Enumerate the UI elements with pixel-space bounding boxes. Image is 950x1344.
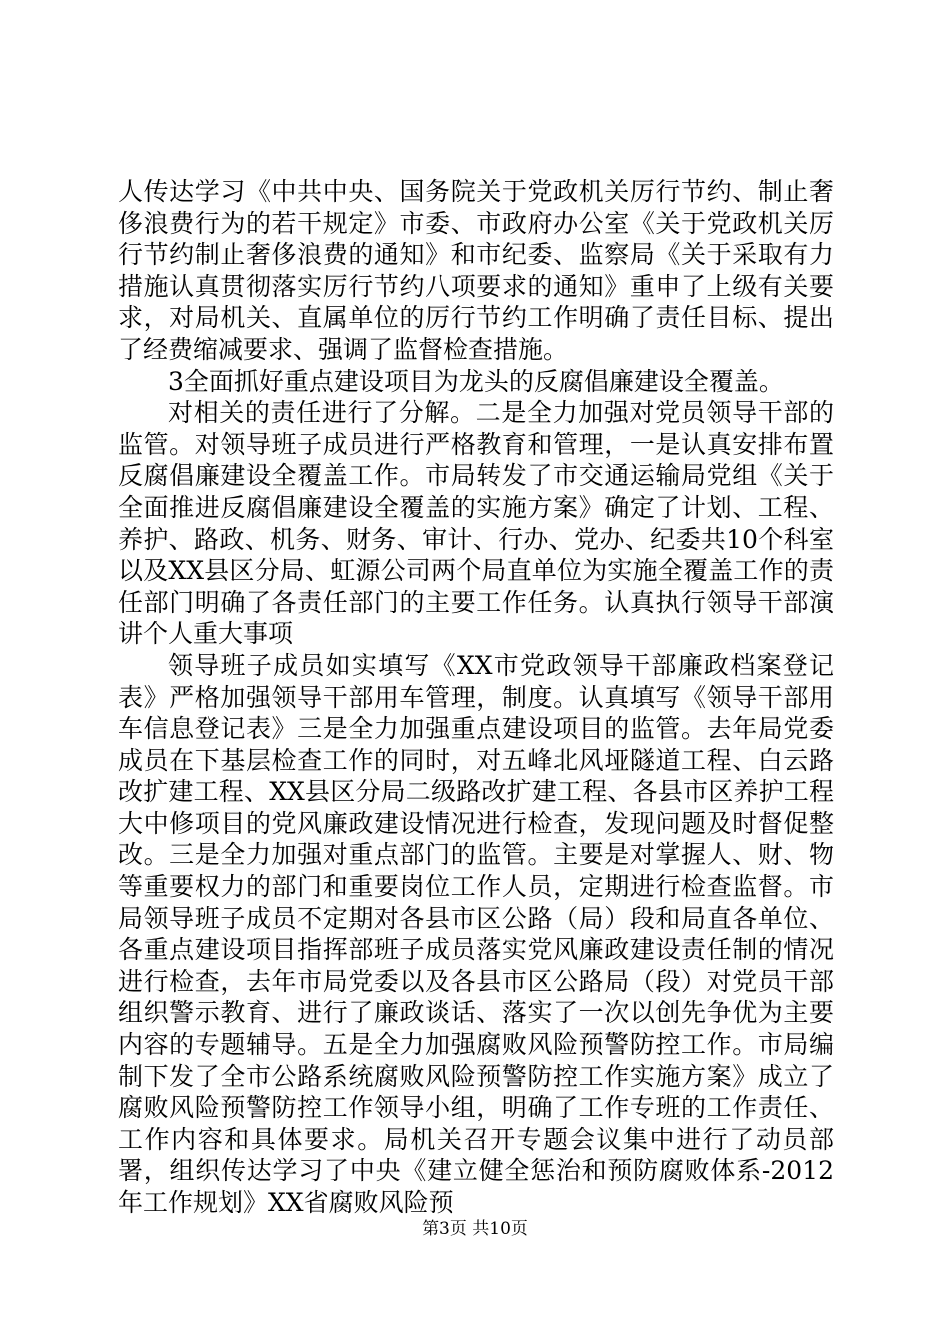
paragraph-1: 人传达学习《中共中央、国务院关于党政机关厉行节约、制止奢侈浪费行为的若干规定》市委、市政府办公室《关于党政机关厉行节约制止奢侈浪费的通知》和市纪委、监察局《关于采取有力措施认真贯彻落实厉行节约八项要求的通知》重申了上级有关要求，对局机关、直属单位的厉行节约工作明确了责任目标、提出了经费缩减要求、强调了监督检查措施。 bbox=[118, 177, 834, 364]
paragraph-2: 3全面抓好重点建设项目为龙头的反腐倡廉建设全覆盖。 bbox=[168, 366, 784, 396]
document-body bbox=[118, 176, 834, 1219]
paragraph-3: 对相关的责任进行了分解。二是全力加强对党员领导干部的监管。对领导班子成员进行严格教育和管理，一是认真安排布置反腐倡廉建设全覆盖工作。市局转发了市交通运输局党组《关于全面推进反腐倡廉建设全覆盖的实施方案》确定了计划、工程、养护、路政、机务、财务、审计、行办、党办、纪委共10个科室以及XX县区分局、虹源公司两个局直单位为实施全覆盖工作的责任部门明确了各责任部门的主要工作任务。认真执行领导干部演讲个人重大事项 bbox=[118, 398, 834, 649]
paragraph-4: 领导班子成员如实填写《XX市党政领导干部廉政档案登记表》严格加强领导干部用车管理，制度。认真填写《领导干部用车信息登记表》三是全力加强重点建设项目的监管。去年局党委成员在下基层检查工作的同时，对五峰北风垭隧道工程、白云路改扩建工程、XX县区分局二级路改扩建工程、各县市区养护工程大中修项目的党风廉政建设情况进行检查，发现问题及时督促整改。三是全力加强对重点部门的监管。主要是对掌握人、财、物等重要权力的部门和重要岗位工作人员，定期进行检查监督。市局领导班子成员不定期对各县市区公路（局）段和局直各单位、各重点建设项目指挥部班子成员落实党风廉政建设责任制的情况进行检查，去年市局党委以及各县市区公路局（段）对党员干部组织警示教育、进行了廉政谈话、落实了一次以创先争优为主要内容的专题辅导。五是全力加强腐败风险预警防控工作。市局编制下发了全市公路系统腐败风险预警防控工作实施方案》成立了腐败风险预警防控工作领导小组，明确了工作专班的工作责任、工作内容和具体要求。局机关召开专题会议集中进行了动员部署，组织传达学习了中央《建立健全惩治和预防腐败体系-2012年工作规划》XX省腐败风险预 bbox=[118, 650, 834, 1217]
page-number-footer: 第3页 共10页 bbox=[422, 1219, 528, 1239]
